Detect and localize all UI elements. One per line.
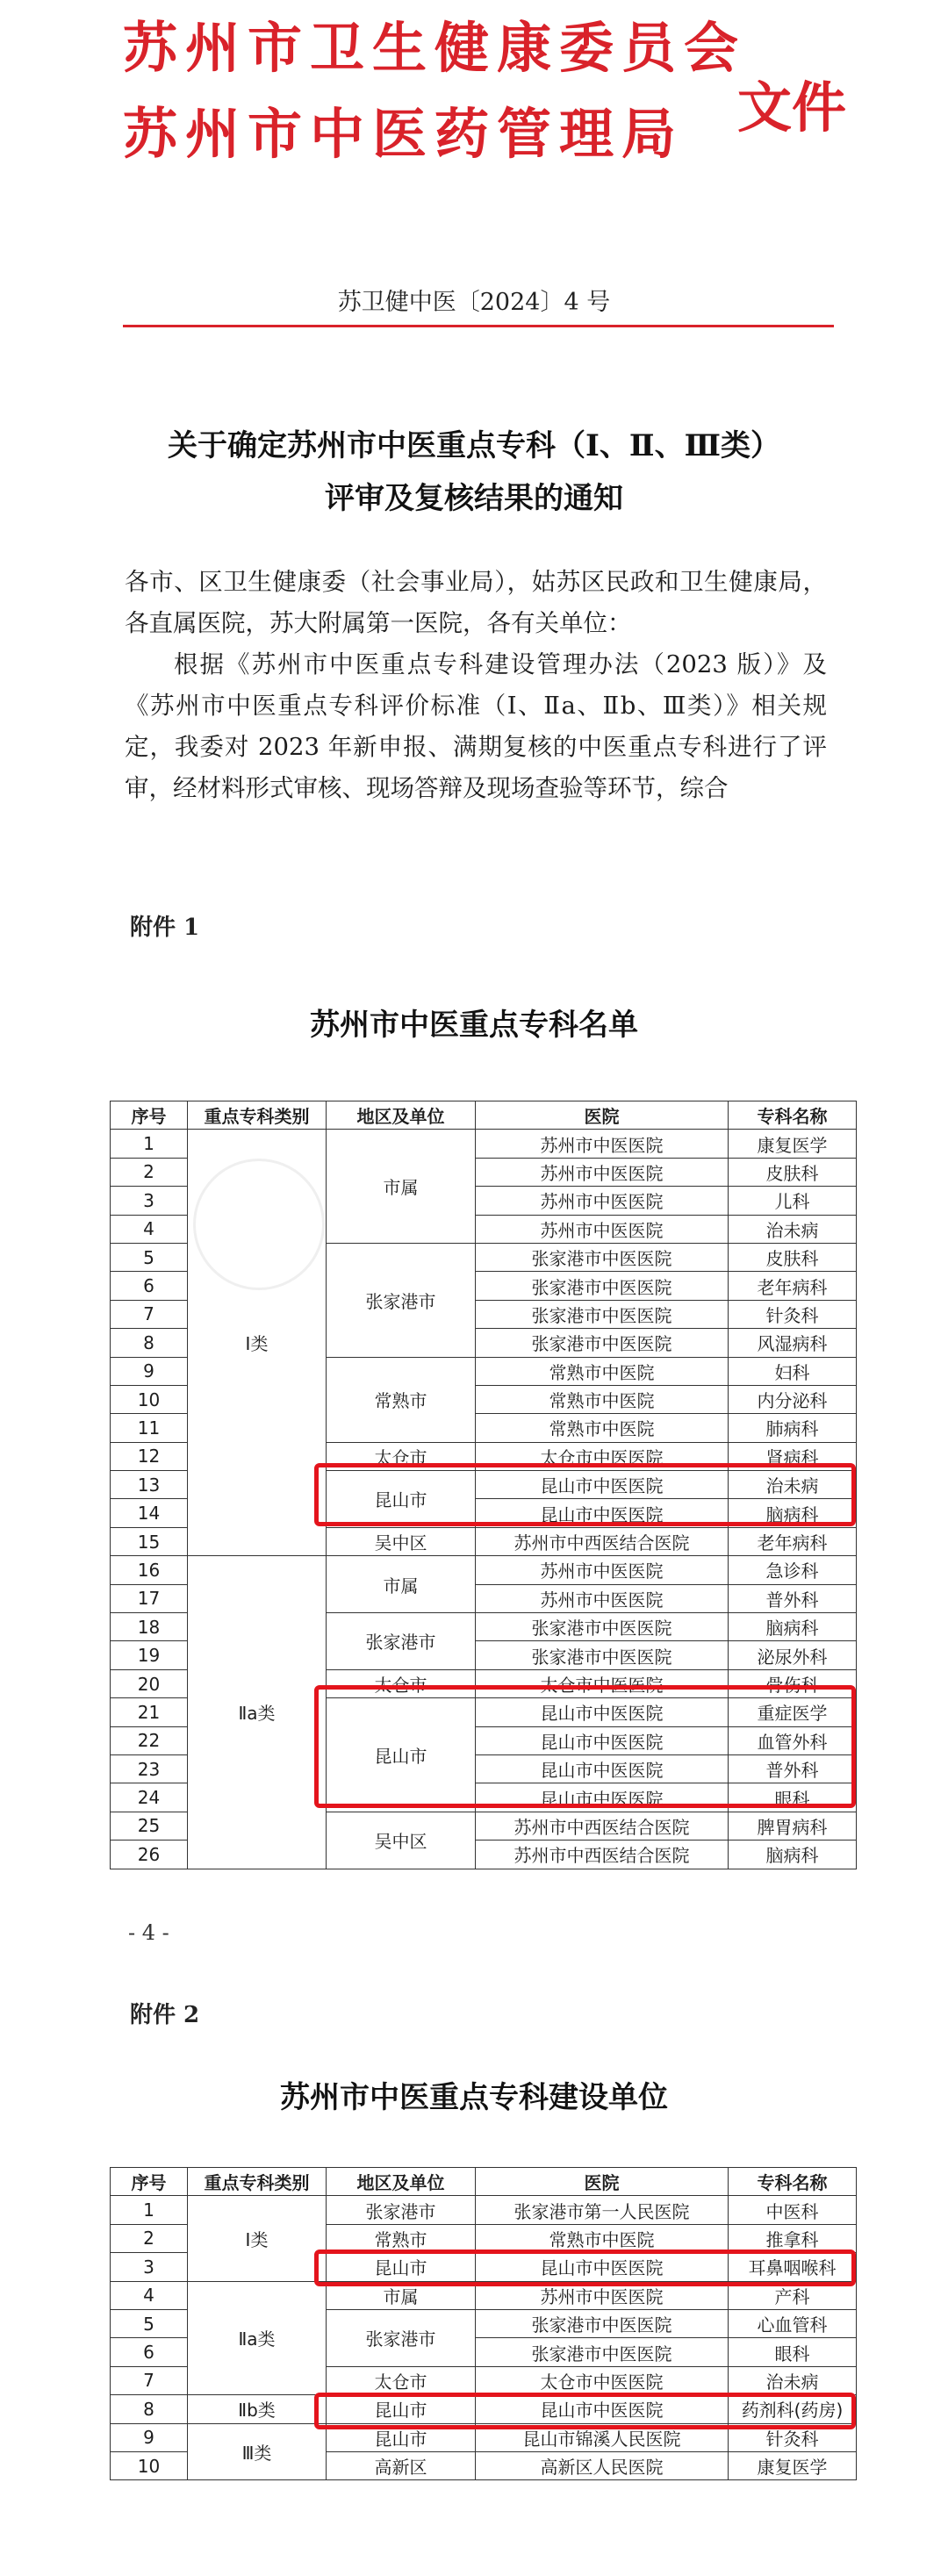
row-number-cell: 5 — [111, 1243, 188, 1271]
region-cell: 市属 — [327, 1556, 476, 1613]
row-number-cell: 9 — [111, 1357, 188, 1385]
hospital-cell: 苏州市中医医院 — [476, 1584, 729, 1612]
region-cell: 太仓市 — [327, 2366, 476, 2394]
specialty-cell: 妇科 — [729, 1357, 857, 1385]
category-cell: Ⅱa类 — [188, 1556, 327, 1869]
row-number-cell: 15 — [111, 1527, 188, 1555]
hospital-cell: 昆山市中医医院 — [476, 2395, 729, 2423]
header-cell: 地区及单位 — [327, 2168, 476, 2196]
row-number-cell: 3 — [111, 1187, 188, 1215]
hospital-cell: 苏州市中医医院 — [476, 1130, 729, 1158]
row-number-cell: 13 — [111, 1471, 188, 1499]
specialty-cell: 普外科 — [729, 1754, 857, 1783]
region-cell: 昆山市 — [327, 1698, 476, 1812]
highlight-box-kunshan-pharmacy — [314, 2393, 856, 2429]
hospital-cell: 苏州市中医医院 — [476, 1187, 729, 1215]
specialty-cell: 治未病 — [729, 1215, 857, 1243]
specialty-cell: 血管外科 — [729, 1726, 857, 1754]
notice-title-line-2: 评审及复核结果的通知 — [325, 481, 623, 516]
hospital-cell: 苏州市中西医结合医院 — [476, 1527, 729, 1555]
specialty-cell: 药剂科(药房) — [729, 2395, 857, 2423]
region-cell: 市属 — [327, 2281, 476, 2309]
specialty-cell: 针灸科 — [729, 1300, 857, 1328]
region-cell: 高新区 — [327, 2451, 476, 2479]
hospital-cell: 昆山市中医医院 — [476, 1471, 729, 1499]
region-cell: 常熟市 — [327, 1357, 476, 1442]
specialty-cell: 肾病科 — [729, 1442, 857, 1470]
row-number-cell: 17 — [111, 1584, 188, 1612]
document-number: 苏卫健中医〔2024〕4 号 — [337, 289, 611, 316]
row-number-cell: 18 — [111, 1613, 188, 1641]
row-number-cell: 1 — [111, 1130, 188, 1158]
construction-unit-table — [110, 2167, 857, 2480]
issuer-line-2: 苏州市中医药管理局 — [123, 102, 685, 166]
table-row — [111, 1130, 857, 1158]
row-number-cell: 23 — [111, 1754, 188, 1783]
attachment-1-title: 苏州市中医重点专科名单 — [310, 1008, 638, 1043]
hospital-cell: 苏州市中医医院 — [476, 1215, 729, 1243]
specialty-cell: 治未病 — [729, 2366, 857, 2394]
specialty-cell: 心血管科 — [729, 2309, 857, 2337]
region-cell: 吴中区 — [327, 1527, 476, 1555]
row-number-cell: 8 — [111, 2395, 188, 2423]
specialty-cell: 治未病 — [729, 1471, 857, 1499]
hospital-cell: 常熟市中医院 — [476, 1357, 729, 1385]
region-cell: 昆山市 — [327, 1471, 476, 1528]
hospital-cell: 常熟市中医院 — [476, 2224, 729, 2252]
page-number: - 4 - — [128, 1920, 169, 1945]
issuer-line-1: 苏州市卫生健康委员会 — [123, 16, 747, 80]
hospital-cell: 苏州市中西医结合医院 — [476, 1841, 729, 1869]
row-number-cell: 7 — [111, 1300, 188, 1328]
row-number-cell: 6 — [111, 1272, 188, 1300]
hospital-cell: 苏州市中西医结合医院 — [476, 1812, 729, 1840]
hospital-cell: 太仓市中医医院 — [476, 2366, 729, 2394]
specialty-cell: 肺病科 — [729, 1414, 857, 1442]
table-row — [111, 2196, 857, 2224]
region-cell: 太仓市 — [327, 1442, 476, 1470]
hospital-cell: 昆山市锦溪人民医院 — [476, 2423, 729, 2451]
hospital-cell: 常熟市中医院 — [476, 1414, 729, 1442]
row-number-cell: 4 — [111, 2281, 188, 2309]
specialty-cell: 内分泌科 — [729, 1385, 857, 1413]
hospital-cell: 昆山市中医医院 — [476, 1754, 729, 1783]
specialty-cell: 耳鼻咽喉科 — [729, 2253, 857, 2281]
header-cell: 序号 — [111, 1101, 188, 1130]
hospital-cell: 张家港市中医医院 — [476, 1300, 729, 1328]
region-cell: 昆山市 — [327, 2253, 476, 2281]
hospital-cell: 张家港市中医医院 — [476, 1272, 729, 1300]
hospital-cell: 昆山市中医医院 — [476, 1783, 729, 1812]
hospital-cell: 张家港市中医医院 — [476, 1641, 729, 1669]
row-number-cell: 25 — [111, 1812, 188, 1840]
specialty-cell: 推拿科 — [729, 2224, 857, 2252]
specialty-cell: 康复医学 — [729, 1130, 857, 1158]
body-paragraph: 根据《苏州市中医重点专科建设管理办法（2023 版）》及《苏州市中医重点专科评价标准（Ⅰ、Ⅱa、Ⅱb、Ⅲ类）》相关规定，我委对 2023 年新申报、满期复核的中医重点专科进行了评审，经材料形式审核、现场答辩及现场查验等环节，综合 — [125, 650, 827, 802]
category-cell: Ⅰ类 — [188, 2196, 327, 2281]
row-number-cell: 11 — [111, 1414, 188, 1442]
specialty-cell: 脑病科 — [729, 1499, 857, 1527]
region-cell: 张家港市 — [327, 2309, 476, 2366]
hospital-cell: 高新区人民医院 — [476, 2451, 729, 2479]
notice-title-line-1: 关于确定苏州市中医重点专科（Ⅰ、Ⅱ、Ⅲ类） — [168, 428, 780, 463]
header-cell: 地区及单位 — [327, 1101, 476, 1130]
region-cell: 太仓市 — [327, 1669, 476, 1697]
row-number-cell: 5 — [111, 2309, 188, 2337]
hospital-cell: 昆山市中医医院 — [476, 1499, 729, 1527]
category-cell: Ⅲ类 — [188, 2423, 327, 2480]
specialty-cell: 急诊科 — [729, 1556, 857, 1584]
header-cell: 医院 — [476, 1101, 729, 1130]
specialty-cell: 脑病科 — [729, 1841, 857, 1869]
header-cell: 专科名称 — [729, 2168, 857, 2196]
attachment-1-label: 附件 1 — [130, 915, 200, 941]
highlight-box-kunshan-class1 — [314, 1463, 856, 1526]
region-cell: 张家港市 — [327, 2196, 476, 2224]
region-cell: 张家港市 — [327, 1613, 476, 1670]
specialty-cell: 眼科 — [729, 2338, 857, 2366]
specialty-cell: 脑病科 — [729, 1613, 857, 1641]
specialty-cell: 老年病科 — [729, 1527, 857, 1555]
region-cell: 吴中区 — [327, 1812, 476, 1869]
region-cell: 市属 — [327, 1130, 476, 1244]
specialty-cell: 老年病科 — [729, 1272, 857, 1300]
hospital-cell: 张家港市中医医院 — [476, 2309, 729, 2337]
row-number-cell: 4 — [111, 1215, 188, 1243]
row-number-cell: 24 — [111, 1783, 188, 1812]
region-cell: 张家港市 — [327, 1243, 476, 1357]
issuer-suffix: 文件 — [737, 75, 847, 140]
red-divider — [123, 325, 834, 327]
specialty-cell: 皮肤科 — [729, 1243, 857, 1271]
region-cell: 昆山市 — [327, 2423, 476, 2451]
category-cell: Ⅱb类 — [188, 2395, 327, 2423]
row-number-cell: 7 — [111, 2366, 188, 2394]
header-cell: 序号 — [111, 2168, 188, 2196]
table-header-row — [111, 2168, 857, 2196]
hospital-cell: 苏州市中医医院 — [476, 1158, 729, 1186]
table-row — [111, 1556, 857, 1584]
row-number-cell: 2 — [111, 2224, 188, 2252]
specialty-cell: 产科 — [729, 2281, 857, 2309]
row-number-cell: 1 — [111, 2196, 188, 2224]
header-cell: 专科名称 — [729, 1101, 857, 1130]
row-number-cell: 22 — [111, 1726, 188, 1754]
row-number-cell: 2 — [111, 1158, 188, 1186]
hospital-cell: 昆山市中医医院 — [476, 1698, 729, 1726]
hospital-cell: 昆山市中医医院 — [476, 1726, 729, 1754]
row-number-cell: 8 — [111, 1329, 188, 1357]
specialty-cell: 重症医学 — [729, 1698, 857, 1726]
attachment-2-title: 苏州市中医重点专科建设单位 — [280, 2080, 668, 2115]
specialty-cell: 皮肤科 — [729, 1158, 857, 1186]
category-cell: Ⅰ类 — [188, 1130, 327, 1556]
region-cell: 昆山市 — [327, 2395, 476, 2423]
row-number-cell: 10 — [111, 1385, 188, 1413]
hospital-cell: 张家港市第一人民医院 — [476, 2196, 729, 2224]
row-number-cell: 19 — [111, 1641, 188, 1669]
specialty-cell: 针灸科 — [729, 2423, 857, 2451]
specialty-cell: 骨伤科 — [729, 1669, 857, 1697]
specialty-cell: 普外科 — [729, 1584, 857, 1612]
header-cell: 医院 — [476, 2168, 729, 2196]
hospital-cell: 太仓市中医医院 — [476, 1669, 729, 1697]
hospital-cell: 苏州市中医医院 — [476, 1556, 729, 1584]
row-number-cell: 21 — [111, 1698, 188, 1726]
specialty-cell: 儿科 — [729, 1187, 857, 1215]
hospital-cell: 昆山市中医医院 — [476, 2253, 729, 2281]
category-cell: Ⅱa类 — [188, 2281, 327, 2395]
row-number-cell: 12 — [111, 1442, 188, 1470]
row-number-cell: 20 — [111, 1669, 188, 1697]
specialty-cell: 脾胃病科 — [729, 1812, 857, 1840]
row-number-cell: 26 — [111, 1841, 188, 1869]
highlight-box-kunshan-ent — [314, 2250, 856, 2286]
row-number-cell: 14 — [111, 1499, 188, 1527]
hospital-cell: 张家港市中医医院 — [476, 1613, 729, 1641]
hospital-cell: 苏州市中医医院 — [476, 2281, 729, 2309]
attachment-2-label: 附件 2 — [130, 2002, 200, 2028]
row-number-cell: 16 — [111, 1556, 188, 1584]
row-number-cell: 9 — [111, 2423, 188, 2451]
highlight-box-kunshan-class2a — [314, 1685, 856, 1808]
row-number-cell: 6 — [111, 2338, 188, 2366]
specialty-cell: 康复医学 — [729, 2451, 857, 2479]
row-number-cell: 3 — [111, 2253, 188, 2281]
specialty-cell: 风湿病科 — [729, 1329, 857, 1357]
hospital-cell: 常熟市中医院 — [476, 1385, 729, 1413]
hospital-cell: 太仓市中医医院 — [476, 1442, 729, 1470]
specialty-cell: 泌尿外科 — [729, 1641, 857, 1669]
row-number-cell: 10 — [111, 2451, 188, 2479]
hospital-cell: 张家港市中医医院 — [476, 1329, 729, 1357]
specialty-cell: 眼科 — [729, 1783, 857, 1812]
table-header-row — [111, 1101, 857, 1130]
hospital-cell: 张家港市中医医院 — [476, 1243, 729, 1271]
specialty-cell: 中医科 — [729, 2196, 857, 2224]
header-cell: 重点专科类别 — [188, 1101, 327, 1130]
salutation-paragraph: 各市、区卫生健康委（社会事业局），姑苏区民政和卫生健康局，各直属医院，苏大附属第一医院，各有关单位： — [125, 568, 827, 637]
region-cell: 常熟市 — [327, 2224, 476, 2252]
header-cell: 重点专科类别 — [188, 2168, 327, 2196]
hospital-cell: 张家港市中医医院 — [476, 2338, 729, 2366]
